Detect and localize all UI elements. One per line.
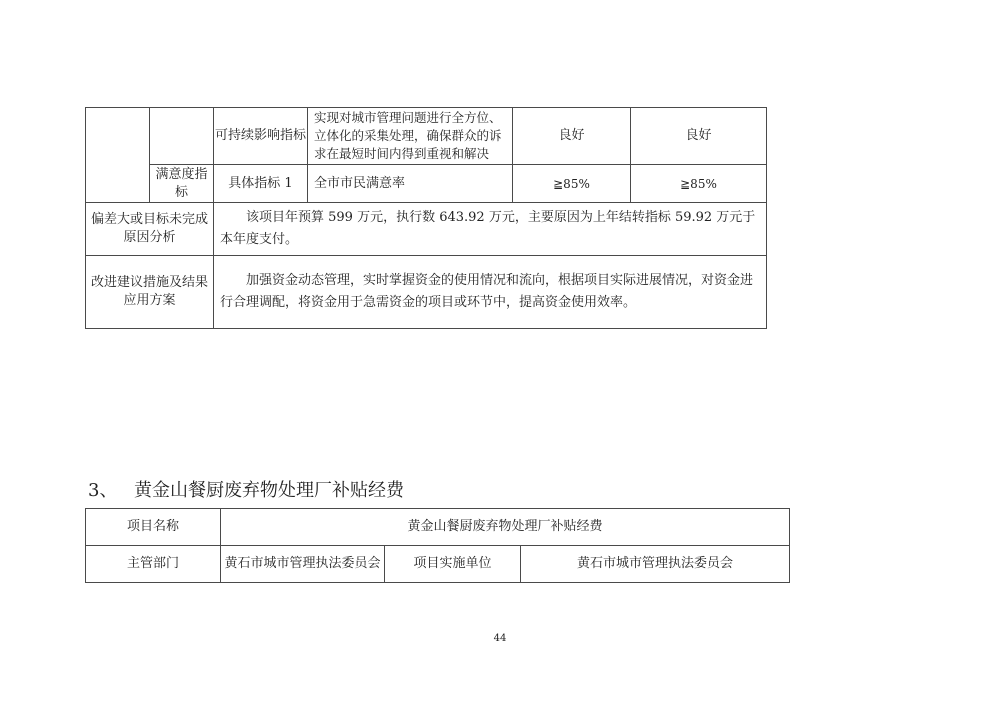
- deviation-label: 偏差大或目标未完成原因分析: [86, 203, 214, 256]
- indicator-cell: 可持续影响指标: [214, 108, 308, 165]
- actual-value-cell: 良好: [631, 108, 767, 165]
- empty-subcategory-cell: [150, 108, 214, 165]
- table-row-improvement: [86, 256, 767, 329]
- project-info-table: [85, 508, 790, 583]
- improvement-label: 改进建议措施及结果应用方案: [86, 256, 214, 329]
- satisfaction-category-cell: 满意度指标: [150, 165, 214, 203]
- actual-value-cell: ≧85%: [631, 165, 767, 203]
- merged-category-cell: [86, 108, 150, 203]
- deviation-text: 该项目年预算 599 万元，执行数 643.92 万元，主要原因为上年结转指标 59.92 万元于本年度支付。: [214, 203, 767, 256]
- table-row-satisfaction: [86, 165, 767, 203]
- target-value-cell: 良好: [513, 108, 631, 165]
- dept-value: 黄石市城市管理执法委员会: [221, 546, 385, 583]
- section-number: 3、: [88, 480, 118, 501]
- section-heading: [88, 478, 404, 504]
- table-row-deviation: [86, 203, 767, 256]
- indicator-content-cell: 实现对城市管理问题进行全方位、立体化的采集处理，确保群众的诉求在最短时间内得到重视和解决: [308, 108, 513, 165]
- dept-label: 主管部门: [86, 546, 221, 583]
- indicator-cell: 具体指标 1: [214, 165, 308, 203]
- performance-table: [85, 107, 767, 329]
- improvement-text: 加强资金动态管理，实时掌握资金的使用情况和流向，根据项目实际进展情况，对资金进行合理调配，将资金用于急需资金的项目或环节中，提高资金使用效率。: [214, 256, 767, 329]
- indicator-content-cell: 全市市民满意率: [308, 165, 513, 203]
- project-name-label: 项目名称: [86, 509, 221, 546]
- page-number: 44: [493, 633, 507, 644]
- section-title: 黄金山餐厨废弃物处理厂补贴经费: [134, 480, 404, 501]
- table-row-department: [86, 546, 790, 583]
- target-value-cell: ≧85%: [513, 165, 631, 203]
- impl-value: 黄石市城市管理执法委员会: [521, 546, 790, 583]
- table-row-sustainable: [86, 108, 767, 165]
- project-name-value: 黄金山餐厨废弃物处理厂补贴经费: [221, 509, 790, 546]
- impl-label: 项目实施单位: [385, 546, 521, 583]
- table-row-project-name: [86, 509, 790, 546]
